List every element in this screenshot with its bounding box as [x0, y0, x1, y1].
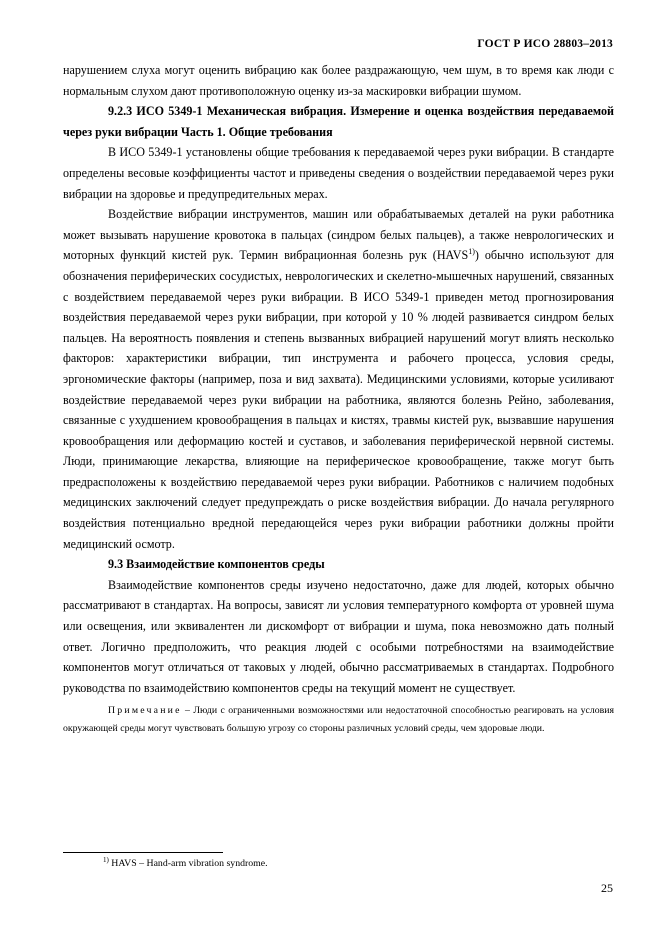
standard-header: ГОСТ Р ИСО 28803–2013 [477, 38, 613, 50]
main-text [63, 60, 614, 737]
section-heading-9-3: 9.3 Взаимодействие компонентов среды [108, 557, 325, 572]
footnote-reference[interactable]: 1) [468, 247, 475, 257]
footnote [103, 858, 268, 869]
section-heading-9-2-3: 9.2.3 ИСО 5349-1 Механическая вибрация. Измерение и оценка воздействия передаваемой через руки вибрации Часть 1. Общие требования [63, 104, 614, 139]
paragraph-havs [63, 204, 614, 554]
footnote-text: HAVS – Hand-arm vibration syndrome. [108, 858, 268, 869]
note-label: Примечание [108, 705, 182, 717]
footnote-divider [63, 852, 223, 853]
footnote-marker: 1) [103, 856, 109, 864]
paragraph-interaction: Взаимодействие компонентов среды изучено недостаточно, даже для людей, которых обычно рассматривают в стандартах. На вопросы, зависят ли условия температурного комфорта от уровней шума или освещения, или эквивалентен ли дискомфорт от вибрации и шума, пока невозможно дать полный ответ. Логично предположить, что реакция людей с особыми потребностями на взаимодействие компонентов могут отличаться от таковых у людей, обычно рассматриваемых в стандартах. Подробного руководства по взаимодействию компонентов среды на текущий момент не существует. [63, 577, 614, 695]
page-number: 25 [601, 881, 613, 895]
paragraph-havs-part1: Воздействие вибрации инструментов, машин или обрабатываемых деталей на руки работника может вызывать нарушение кровотока в пальцах (синдром белых пальцев), а также неврологических и моторных функций кистей рук. Термин вибрационная болезнь рук (HAVS [63, 207, 614, 263]
paragraph-havs-part2: ) обычно используют для обозначения периферических сосудистых, неврологических и скелетно-мышечных нарушений, связанных с воздействием передаваемой через руки вибрации. В ИСО 5349-1 приведен метод прогнозирования воздействия передаваемой через руки вибрации, при которой у 10 % людей развивается синдром белых пальцев. На вероятность появления и степень вызванных вибрацией нарушений могут влиять несколько факторов: характеристики вибрации, тип инструмента и рабочего процесса, условия среды, эргономические факторы (например, поза и вид захвата). Медицинскими условиями, которые усиливают воздействие передаваемой через руки вибрации на работника, являются болезнь Рейно, заболевания, связанные с ухудшением кровообращения в пальцах и кистях, травмы кистей рук, вызвавшие нарушения кровообращения или деформацию костей и суставов, и заболевания периферической нервной системы. Люди, принимающие лекарства, влияющие на периферическое кровообращение, также могут быть предрасположены к воздействию передаваемой через руки вибрации. Работников с наличием подобных медицинских заключений следует предупреждать о риске воздействия вибрации. До начала регулярного воздействия потенциально вредной передающейся через руки вибрации работники должны пройти медицинский осмотр. [63, 248, 614, 551]
note-block [63, 702, 614, 737]
paragraph-continuation: нарушением слуха могут оценить вибрацию как более раздражающую, чем шум, в то время как люди с нормальным слухом дают противоположную оценку из-за маскировки вибрации шумом. [63, 63, 614, 98]
note-text: – Люди с ограниченными возможностями или недостаточной способностью реагировать на условия окружающей среды могут чувствовать большую угрозу со стороны различных условий среды, чем здоровые люди. [63, 705, 614, 734]
paragraph-iso-5349-intro: В ИСО 5349-1 установлены общие требования к передаваемой через руки вибрации. В стандарте определены весовые коэффициенты частот и приведены сведения о воздействии передаваемой через руки вибрации на здоровье и предупредительных мерах. [63, 145, 614, 201]
